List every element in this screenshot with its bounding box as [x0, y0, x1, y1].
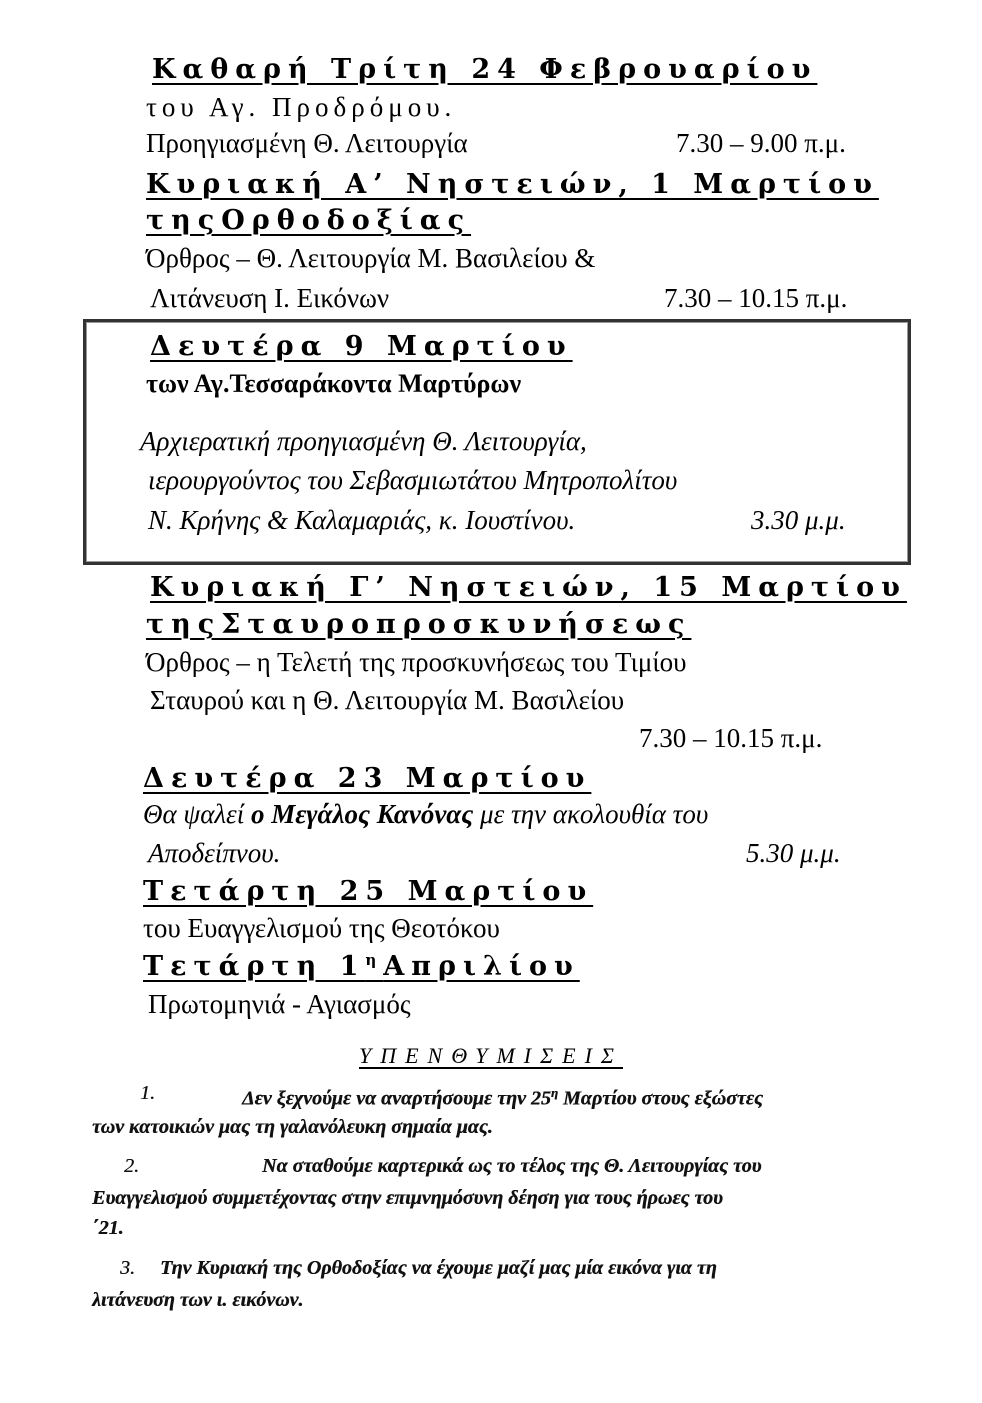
- s5-line1-a: Θα ψαλεί: [143, 799, 251, 829]
- s3-line1: Αρχιερατική προηγιασμένη Θ. Λειτουργία,: [140, 426, 587, 456]
- reminder-3-number: [120, 1251, 135, 1285]
- s7-heading-a: Τετάρτη 1: [143, 951, 366, 982]
- reminders-title: ΥΠΕΝΘΥΜΙΣΕΙΣ: [358, 1043, 624, 1068]
- reminder-1-text-a-span: Δεν ξεχνούμε να αναρτήσουμε την 25: [242, 1087, 551, 1110]
- s7-heading-sup: η: [365, 951, 384, 969]
- heading-sunday-cross: Κυριακή Γ’ Νηστειών, 15 Μαρτίου: [150, 572, 907, 603]
- reminder-3-number-span: 3.: [120, 1257, 135, 1279]
- s5-line1: [143, 801, 708, 828]
- s7-heading-b: Απριλίου: [383, 951, 580, 982]
- reminder-1-text-b: Μαρτίου στους εξώστες: [557, 1087, 763, 1110]
- reminder-1-sup: η: [550, 1085, 558, 1100]
- s4-line1: Όρθρος – η Τελετή της προσκυνήσεως του Τιμίου: [146, 647, 687, 677]
- s6-line1: του Ευαγγελισμού της Θεοτόκου: [143, 913, 500, 943]
- s3-line3: Ν. Κρήνης & Καλαμαριάς, κ. Ιουστίνου.: [148, 505, 576, 535]
- reminder-2-number-span: 2.: [124, 1155, 139, 1177]
- reminder-2-line2: Ευαγγελισμού συμμετέχοντας στην επιμνημόσυνη δέηση για τους ήρωες του: [92, 1187, 723, 1209]
- s3-time: 3.30 μ.μ.: [751, 505, 846, 535]
- heading-monday-9-march: Δευτέρα 9 Μαρτίου: [150, 331, 573, 362]
- s3-line2: ιερουργούντος του Σεβασμιωτάτου Μητροπολίτου: [148, 465, 678, 495]
- s5-line1-c: με την ακολουθία του: [473, 799, 709, 829]
- s5-line2: Αποδείπνου.: [148, 838, 281, 868]
- s4-time: 7.30 – 10.15 π.μ.: [639, 723, 823, 753]
- s1-time: 7.30 – 9.00 π.μ.: [676, 128, 846, 158]
- reminder-2-line3: ΄21.: [92, 1217, 124, 1239]
- heading-sunday-cross-2: τηςΣταυροπροσκυνήσεως: [146, 609, 692, 640]
- heading-monday-23-march: Δευτέρα 23 Μαρτίου: [143, 763, 592, 794]
- reminder-2-line1: Να σταθούμε καρτερικά ως το τέλος της Θ. Λειτουργίας του: [262, 1155, 762, 1177]
- reminder-1-line1: [140, 1076, 155, 1110]
- s1-line1: του Αγ. Προδρόμου.: [146, 92, 457, 122]
- s2-line1: Όρθρος – Θ. Λειτουργία Μ. Βασιλείου &: [146, 243, 596, 273]
- heading-sunday-orthodoxy: Κυριακή Α’ Νηστειών, 1 Μαρτίου: [146, 169, 879, 200]
- s2-time: 7.30 – 10.15 π.μ.: [664, 283, 848, 313]
- heading-wednesday-1-april: [143, 953, 580, 980]
- heading-clean-monday: Καθαρή Τρίτη 24 Φεβρουαρίου: [152, 54, 818, 85]
- s3-subheading: των Αγ.Τεσσαράκοντα Μαρτύρων: [146, 369, 522, 398]
- s4-line2: Σταυρού και η Θ. Λειτουργία Μ. Βασιλείου: [150, 685, 625, 715]
- reminder-1-line2: των κατοικιών μας τη γαλανόλευκη σημαία μας.: [92, 1116, 493, 1138]
- heading-sunday-orthodoxy-2: τηςΟρθοδοξίας: [146, 205, 472, 236]
- s7-line1: Πρωτομηνιά - Αγιασμός: [148, 989, 411, 1019]
- s1-line2: Προηγιασμένη Θ. Λειτουργία: [146, 128, 468, 158]
- reminder-3-line2: λιτάνευση των ι. εικόνων.: [92, 1289, 304, 1311]
- reminder-3-line1: Την Κυριακή της Ορθοδοξίας να έχουμε μαζί μας μία εικόνα για τη: [160, 1257, 717, 1279]
- s5-time: 5.30 μ.μ.: [746, 838, 841, 868]
- reminder-2-number: [124, 1149, 139, 1183]
- reminder-1-number: 1.: [140, 1082, 155, 1104]
- s2-line2: Λιτάνευση Ι. Εικόνων: [150, 283, 390, 313]
- s5-line1-b: ο Μεγάλος Κανόνας: [250, 799, 474, 829]
- heading-wednesday-25-march: Τετάρτη 25 Μαρτίου: [143, 876, 594, 907]
